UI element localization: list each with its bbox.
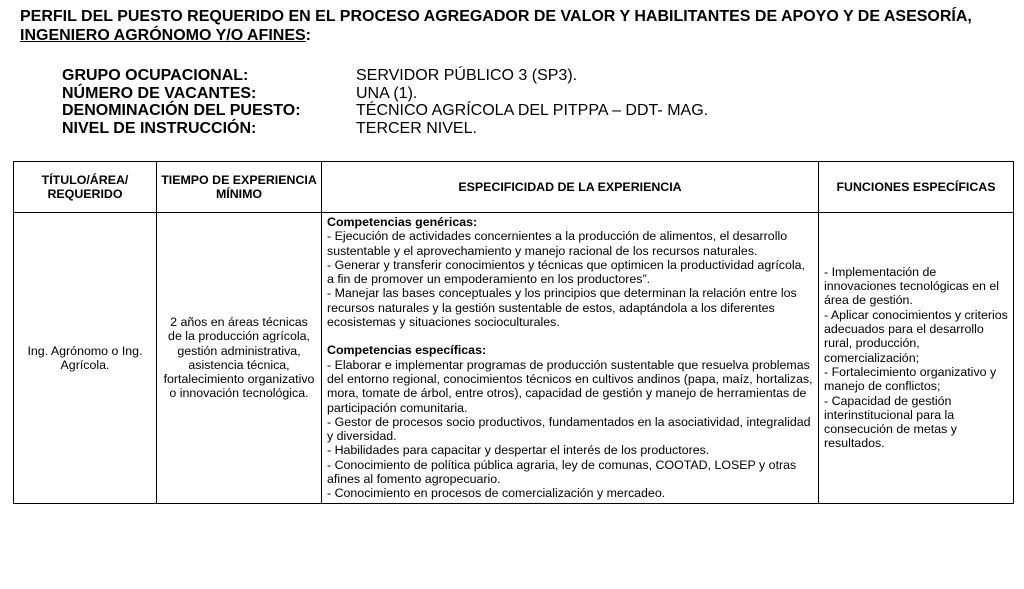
list-item: - Capacidad de gestión interinstitucional para la consecución de metas y resultados. [824,393,957,451]
requirements-table [13,161,1014,504]
header-title-area: TÍTULO/ÁREA/ REQUERIDO [14,162,157,213]
title-position-name: INGENIERO AGRÓNOMO Y/O AFINES [20,27,306,44]
table-row [14,213,1014,504]
title-text: PERFIL DEL PUESTO REQUERIDO EN EL PROCESO AGREGADOR DE VALOR Y HABILITANTES DE APOYO Y DE ASESORÍA, [20,8,972,25]
cell-experience-specificity [322,213,819,504]
list-item: - Elaborar e implementar programas de producción sustentable que resuelva problemas del entorno regional, conocimientos técnicos en cultivos andinos (papa, maíz, hortalizas, mora, tomate de árbol, entre otros), capacidad de gestión y manejo de herramientas de participación comunitaria. [327,357,813,415]
header-specific-functions: FUNCIONES ESPECÍFICAS [819,162,1014,213]
document-title [20,7,1010,45]
list-item: - Ejecución de actividades concernientes a la producción de alimentos, el desarrollo sustentable y el aprovechamiento y manejo racional de los recursos naturales. [327,229,788,258]
position-info-block [62,67,708,137]
cell-specific-functions [819,213,1014,504]
cell-experience-time: 2 años en áreas técnicas de la producción agrícola, gestión administrativa, asistencia técnica, fortalecimiento organizativo o innovación tecnológica. [157,213,322,504]
list-item: - Conocimiento en procesos de comercialización y mercadeo. [327,486,666,501]
cell-title: Ing. Agrónomo o Ing. Agrícola. [14,213,157,504]
title-colon: : [305,27,311,44]
list-item: - Habilidades para capacitar y despertar el interés de los productores. [327,443,710,458]
info-label: GRUPO OCUPACIONAL: [62,67,249,84]
info-row-denominacion [62,102,708,120]
info-label: DENOMINACIÓN DEL PUESTO: [62,102,301,119]
info-value: UNA (1). [356,84,418,102]
info-value: SERVIDOR PÚBLICO 3 (SP3). [356,67,578,84]
spacer [327,329,813,343]
info-value: TERCER NIVEL. [356,119,477,137]
info-label: NÚMERO DE VACANTES: [62,84,257,102]
info-row-vacantes [62,85,708,103]
table-header-row [14,162,1014,213]
header-experience-time: TIEMPO DE EXPERIENCIA MÍNIMO [157,162,322,213]
list-item: - Implementación de innovaciones tecnológicas en el área de gestión. [824,264,999,308]
info-row-grupo [62,67,708,85]
info-row-instruccion [62,120,708,138]
list-item: - Generar y transferir conocimientos y técnicas que optimicen la productividad agrícola, a fin de promover un empoderamiento en los productores”. [327,257,805,287]
info-value: TÉCNICO AGRÍCOLA DEL PITPPA – DDT- MAG. [356,102,709,119]
list-item: - Manejar las bases conceptuales y los principios que determinan la relación entre los recursos naturales y la gestión sustentable de estos, adaptándola a los diferentes ecosistemas y situaciones socioculturales. [327,286,797,330]
info-label: NIVEL DE INSTRUCCIÓN: [62,119,257,137]
list-item: - Gestor de procesos socio productivos, fundamentados en la asociatividad, integralidad y diversidad. [327,414,811,444]
generic-competencies-heading: Competencias genéricas: [327,215,478,229]
header-experience-specificity: ESPECIFICIDAD DE LA EXPERIENCIA [322,162,819,213]
specific-competencies-heading: Competencias específicas: [327,343,487,358]
list-item: - Conocimiento de política pública agraria, ley de comunas, COOTAD, LOSEP y otras afines al fomento agropecuario. [327,457,797,487]
list-item: - Fortalecimiento organizativo y manejo de conflictos; [824,364,997,394]
list-item: - Aplicar conocimientos y criterios adecuados para el desarrollo rural, producción, comercialización; [824,307,1008,365]
